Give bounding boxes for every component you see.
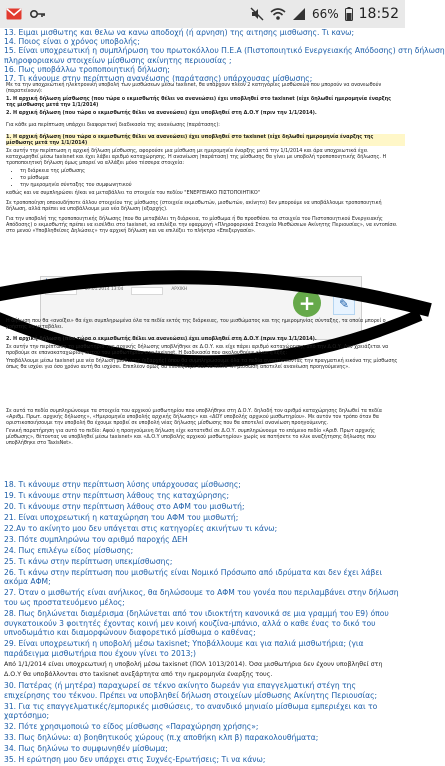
signal-icon bbox=[292, 7, 306, 21]
paragraph: Σε αυτήν την περίπτωση το μισθωτήριο της αρχικής δήλωσης υποβλήθηκε σε Δ.Ο.Υ. και είχε πάρει αριθμό καταχώρησης από την Δ.Ο.Υ. Δεν χρειάζεται να προβούμε σε επανακαταχώριση αυτού του μισθωτηρίου στο taxisnet. Η διαδικασία που ακολουθούμε είναι η εξής: bbox=[6, 344, 389, 356]
answer-panel-continued bbox=[0, 318, 405, 448]
inset-cell: 07.01.2014 13:04 bbox=[85, 287, 124, 292]
faq-link[interactable]: 21. Είναι υποχρεωτική η καταχώρηση του ΑΦΜ του μισθωτή; bbox=[4, 512, 239, 522]
wifi-icon bbox=[270, 7, 286, 21]
case-2: 2. Η αρχική δήλωση (που τώρα ο εκμισθωτής θέλει να ανανεώσει) έχει υποβληθεί στη Δ.Ο.Υ (πριν την 1/1/2014). bbox=[6, 110, 317, 116]
inset-header: Κατάσταση bbox=[176, 279, 203, 284]
faq-link[interactable]: 28. Πως δηλώνεται διαμέρισμα (δηλώνεται από τον ιδιοκτήτη κανονικά σε μια γραμμή του Ε9) όπου συγκατοικούν 3 φοιτητές έχοντας κοινή μεν κοινή κουζίνα-μπάνιο, αλλά ο καθε ένας το δικό του υπνοδωμάτιο και διαμορφώνουν διαφορετικό μίσθωμα ο καθένας; bbox=[4, 609, 389, 638]
faq-link[interactable]: 31. Για τις επαγγελματικές/εμπορικές μισθώσεις, το ανανδικό μηνιαίο μίσθωμα εμπεριέχει και το χαρτόσημο; bbox=[4, 701, 378, 721]
clock: 18:52 bbox=[358, 6, 399, 22]
edit-icon: ✎ bbox=[333, 293, 355, 315]
add-button: + bbox=[293, 289, 321, 317]
answer-panel bbox=[0, 82, 405, 236]
inset-header: Ημ/νία Υποβολής bbox=[87, 279, 126, 284]
mute-icon bbox=[250, 7, 264, 21]
faq-link[interactable]: 33. Πως δηλώνω: α) βοηθητικούς χώρους (π.χ αποθήκη κλπ β) παρακολουθήματα; bbox=[4, 733, 319, 743]
paragraph: Η δήλωση που θα «ανοίξει» θα έχει συμπληρωμένα όλα τα πεδία εκτός της διάρκειας, του μισθώματος και της ημερομηνίας σύνταξης, τα οποία μπορεί ο χρήστης να μεταβάλει. bbox=[6, 318, 386, 330]
paragraph: Σε τροποποίηση οποιουδήποτε άλλου στοιχείου της μίσθωσης (στοιχεία εκμισθωτών, μισθωτών, ακίνητο) δεν μπορούμε να υποβάλλουμε τροποποιητική δήλωση, αλλά πρέπει να υποβάλλουμε μια νέα δήλωση (εξαρχής). bbox=[6, 200, 382, 212]
inset-header: ΕΔΩ bbox=[212, 279, 222, 284]
inset-cell: ΑΡΧΙΚΗ bbox=[171, 287, 188, 292]
faq-link[interactable]: 18. Τι κάνουμε στην περίπτωση λύσης υπάρχουσας μίσθωσης; bbox=[4, 480, 241, 489]
faq-link[interactable]: 27. Όταν ο μισθωτής είναι ανήλικος, θα δηλώσουμε το ΑΦΜ του γονέα που περιλαμβάνει στην δήλωση του ως προστατευόμενο μέλος; bbox=[4, 588, 399, 608]
case-1-heading: 1. Η αρχική δήλωση (που τώρα ο εκμισθωτής θέλει να ανανεώσει) έχει υποβληθεί στο taxisnet (είχε δηλωθεί ημερομηνία έναρξης της μίσθωσης μετά την 1/1/2014) bbox=[6, 134, 405, 146]
faq-link[interactable]: 30. Πατέρας (ή μητέρα) παραχωρεί σε τέκνο ακίνητο δωρεάν για επαγγελματική στέγη της επιχείρησης του τέκνου. Πρέπει να υποβληθεί δήλωση στοιχείων μίσθωσης Ακίνητης Περιουσίας; bbox=[4, 680, 378, 700]
top-faq-list bbox=[0, 28, 445, 84]
faq-link[interactable]: 14. Ποιος είναι ο χρόνος υποβολής; bbox=[4, 37, 140, 47]
inset-header: Στοιχ. Εκμ/τη bbox=[135, 279, 167, 284]
faq-link[interactable]: 17. Τι κάνουμε στην περίπτωση ανανέωσης (παράτασης) υπάρχουσας μίσθωσης; bbox=[4, 74, 313, 84]
paragraph: Γενική παρατήρηση για αυτό το πεδίο: Αφού η προηγούμενη δήλωση είχε κατατεθεί σε Δ.Ο.Υ. συμπληρώνουμε το επόμενο πεδίο «Αριθ. Πρωτ αρχικής μίσθωσης», θέτοντας να υποβληθεί μέσω taxisnet» και «Δ.Ο.Υ υποβολής αρχικού μισθωτηρίου» χωρίς να πατήσετε το κλικ αναζήτησης δήλωσης που υποβλήθηκε στο TaxisNet». bbox=[6, 428, 376, 446]
bottom-faq-list bbox=[0, 480, 405, 766]
bullet-list bbox=[20, 168, 405, 188]
email-icon bbox=[6, 8, 22, 20]
faq-link[interactable]: 29. Είναι υποχρεωτική η υποβολή μέσω taxisnet; Υποβάλλουμε και για παλιά μισθωτήρια; (για παράδειγμα μισθωτήρια που έχουν γίνει το 2013;) bbox=[4, 639, 364, 658]
faq-link[interactable]: 16. Πως υποβάλλω τροποποιητική δήλωση; bbox=[4, 64, 170, 74]
faq-link[interactable]: 19. Τι κάνουμε στην περίπτωση λάθους της καταχώρησης; bbox=[4, 490, 230, 500]
faq-link[interactable]: 25. Τι κάνω στην περίπτωση υπεκμίσθωσης; bbox=[4, 556, 173, 566]
faq-link[interactable]: 23. Πότε συμπληρώνω τον αριθμό παροχής ΔΕΗ bbox=[4, 534, 188, 544]
paragraph: Υποβάλλουμε μέσω taxisnet μια νέα δήλωση μίσθωσης (εξαρχής) όπου θα συμπληρώσουμε όλα τα πεδία αναπτύσσοντας την πραγματική εικόνα της μίσθωσης όπως θα ισχύει για όσο χρόνο αυτή θα ισχύσει. Επιπλέον όμως θα επιλέξουμε και το πεδίο «Η μίσθωση αποτελεί ανανέωση προηγούμενης». bbox=[6, 358, 398, 370]
note-text: Από 1/1/2014 είναι υποχρεωτική η υποβολή μέσω taxisnet (ΠΟΛ 1013/2014). Όσα μισθωτήρια δεν έχουν υποβληθεί στη Δ.Ο.Υ θα υποβάλλονται στο taxisnet ανεξάρτητα από την ημερομηνία έναρξης τους. bbox=[4, 661, 383, 678]
faq-link[interactable]: 34. Πως δηλώνω το συμφωνηθέν μίσθωμα; bbox=[4, 744, 168, 754]
faq-link[interactable]: 20. Τι κάνουμε στην περίπτωση λάθους στο ΑΦΜ του μισθωτή; bbox=[4, 501, 245, 511]
document-page bbox=[0, 28, 445, 765]
battery-percent: 66% bbox=[311, 7, 339, 21]
faq-link[interactable]: 32. Πότε χρησιμοποιώ το είδος μίσθωσης «Παραχώρηση χρήσης»; bbox=[4, 722, 259, 732]
bullet-item: • τη διάρκεια της μίσθωσης bbox=[20, 168, 405, 174]
faq-link[interactable]: 26. Τι κάνω στην περίπτωση που μισθωτής είναι Νομικό Πρόσωπο από ιδρύματα και δεν έχει λάβει ακόμα ΑΦΜ; bbox=[4, 567, 383, 587]
faq-link[interactable]: 22.Αν το ακίνητο μου δεν υπάγεται στις κατηγορίες ακινήτων τι κάνω; bbox=[4, 523, 278, 533]
paragraph: Σε αυτά τα πεδία συμπληρώνουμε τα στοιχεία του αρχικού μισθωτηρίου που υποβλήθηκε στη Δ.Ο.Υ. δηλαδή τον αριθμό καταχώρησης δηλωθεί τα πεδία «Αριθμ. Πρωτ. αρχικής δήλωσης», «Ημερομηνία υποβολής αρχικής δήλωσης» και «ΔΟΥ υποβολής αρχικού μισθωτηρίου». Με αυτόν τον τρόπο όταν θα οριστικοποιήσουμε την υποβολή θα έχουμε προβεί σε υποβολή νέας δήλωσης μίσθωσης που θα αποτελεί ανανέωση προηγούμενης. bbox=[6, 408, 382, 426]
bullet-item: • την ημερομηνία σύνταξης του συμφωνητικού bbox=[20, 182, 405, 188]
intro-text: Με τα την υποχρεωτική ηλεκτρονική υποβολή των μισθώσεων μέσω taxisnet, θα υπάρχουν πλέον 2 κατηγορίες μισθώσεων που μπορούν να ανανεωθούν (παρατείνουν): bbox=[6, 82, 382, 94]
case-2-heading: 2. Η αρχική δήλωση (που τώρα ο εκμισθωτής θέλει να ανανεώσει) έχει υποβληθεί στη Δ.Ο.Υ (πριν την 1/1/2014). bbox=[6, 336, 317, 342]
status-bar bbox=[0, 0, 405, 28]
faq-link[interactable]: 24. Πως επιλέγω είδος μίσθωσης; bbox=[4, 545, 134, 555]
faq-link[interactable]: 13. Ειμαι μισθωτης και θελω να κανω αποδοχή (ή αρνηση) της αιτησης μισθωσης. Τι κανω; bbox=[4, 28, 355, 37]
battery-icon bbox=[345, 7, 353, 21]
bullet-item: • το μίσθωμα bbox=[20, 175, 405, 181]
case-1-body: Σε αυτήν την περίπτωση η αρχική δήλωση μίσθωσης, αφορούσε μια μίσθωση με ημερομηνία έναρξης μετά την 1/1/2014 και άρα υποχρεωτικά έχει καταχωρηθεί μέσω taxisnet και έχει λάβει αριθμό καταχώρησης. Η ανανέωση (παράταση) της μίσθωσης θα γίνει με υποβολή τροποποιητικής δήλωσης. Η τροποποιητική δήλωση όμως μπορεί να αλλάξει μόνο τέσσερα στοιχεία: bbox=[6, 148, 387, 166]
subhead: Για κάθε μια περίπτωση υπάρχει διαφορετική διαδικασία της ανανέωσης (παράτασης): bbox=[6, 122, 220, 128]
faq-link[interactable]: πληροφοριακων στοιχείων μίσθωσης ακίνητης περιουσίας ; bbox=[4, 55, 232, 65]
paragraph: Για την υποβολή της τροποποιητικής δήλωσης (που θα μεταβάλει τη διάρκεια, το μίσθωμα ή θα προσθέσει τα στοιχεία του Πιστοποιητικού Ενεργειακής Απόδοσης) ο εκμισθωτής πρέπει να εισέλθει στο taxisnet, να επιλέξει την εφαρμογή «Πληροφοριακά Στοιχεία Μισθώσεων Ακίνητης Περιουσίας», να εντοπίσει στο μενού «Υποβληθείσες Δηλώσεις» την αρχική δήλωση και να επιλέξει το πλήκτρο «Επεξεργασία». bbox=[6, 216, 397, 234]
paragraph: καθώς και να συμπληρώσει ή/και να μεταβάλλει τα στοιχεία του πεδίου "ΕΝΕΡΓΕΙΑΚΟ ΠΙΣΤΟΠΟΙΗΤΙΚΟ" bbox=[6, 190, 260, 196]
key-icon bbox=[30, 8, 46, 20]
faq-link[interactable]: 15. Είναι υποχρεωτική η συμπλήρωση του πρωτοκόλλου Π.Ε.Α (Πιστοποιητικό Ενεργειακής Απόδοσης) στη δήλωση bbox=[4, 46, 445, 56]
inset-header: Αριθμός Πρωτ bbox=[45, 279, 78, 284]
faq-link[interactable]: 35. Η ερώτηση μου δεν υπάρχει στις Συχνές-Ερωτήσεις; Τι να κάνω; bbox=[4, 755, 266, 765]
case-1: 1. Η αρχική δήλωση μίσθωσης (που τώρα ο εκμισθωτής θέλει να ανανεώσει) έχει υποβληθεί στο taxisnet (είχε δηλωθεί ημερομηνία έναρξης της μίσθωσης μετά την 1/1/2014) bbox=[6, 96, 392, 108]
